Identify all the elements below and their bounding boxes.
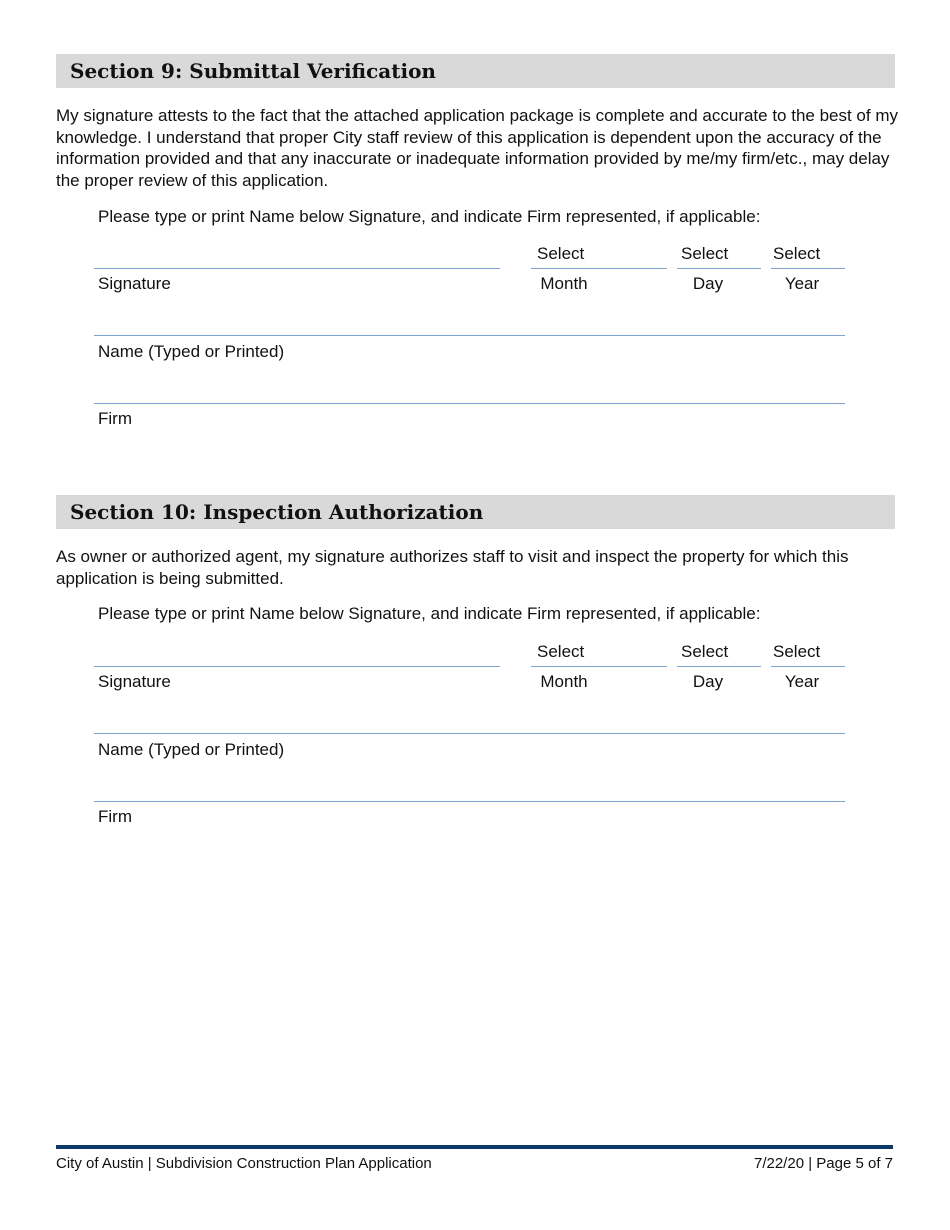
section-9-year-line	[771, 268, 845, 269]
section-9-month-line	[531, 268, 667, 269]
section-9-year-label: Year	[784, 274, 820, 293]
section-10-month-select[interactable]: Select	[537, 642, 585, 661]
section-10-body: As owner or authorized agent, my signature authorizes staff to visit and inspect the property for which this application is being submitted.	[56, 547, 849, 588]
section-10-signature-field[interactable]	[94, 666, 500, 667]
section-9-firm-label: Firm	[98, 409, 132, 428]
section-10-firm-field[interactable]	[94, 801, 845, 802]
section-10-day-select[interactable]: Select	[681, 642, 729, 661]
section-9-day-line	[677, 268, 761, 269]
section-10-year-label: Year	[784, 672, 820, 691]
section-9-day-label: Day	[692, 274, 724, 293]
section-10-signature-label: Signature	[98, 672, 171, 691]
section-9-signature-label: Signature	[98, 274, 171, 293]
section-10-month-label: Month	[540, 672, 588, 691]
section-10-day-label: Day	[692, 672, 724, 691]
section-10-firm-label: Firm	[98, 807, 132, 826]
section-9-day-select[interactable]: Select	[681, 244, 729, 263]
section-9-body: My signature attests to the fact that the attached application package is complete and accurate to the best of my knowledge. I understand that proper City staff review of this application is dependent upon the accuracy of the information provided and that any inaccurate or inadequate information provided by me/my firm/etc., may delay the proper review of this application.	[56, 106, 898, 190]
section-9-firm-field[interactable]	[94, 403, 845, 404]
section-10-month-line	[531, 666, 667, 667]
section-9-month-select[interactable]: Select	[537, 244, 585, 263]
section-9-signature-field[interactable]	[94, 268, 500, 269]
section-10-instruction: Please type or print Name below Signature, and indicate Firm represented, if applicable:	[98, 604, 761, 623]
section-9-instruction: Please type or print Name below Signature, and indicate Firm represented, if applicable:	[98, 207, 761, 226]
section-10-name-field[interactable]	[94, 733, 845, 734]
section-10-day-line	[677, 666, 761, 667]
section-10-name-label: Name (Typed or Printed)	[98, 740, 285, 759]
section-9-header: Section 9: Submittal Verification	[56, 54, 895, 88]
footer-rule	[56, 1145, 893, 1149]
footer-document-title: City of Austin | Subdivision Construction Plan Application	[56, 1155, 432, 1172]
section-9-year-select[interactable]: Select	[773, 244, 821, 263]
section-10-header: Section 10: Inspection Authorization	[56, 495, 895, 529]
section-10-year-line	[771, 666, 845, 667]
section-10-year-select[interactable]: Select	[773, 642, 821, 661]
section-9-name-field[interactable]	[94, 335, 845, 336]
footer-page-info: 7/22/20 | Page 5 of 7	[753, 1155, 893, 1172]
section-9-name-label: Name (Typed or Printed)	[98, 342, 285, 361]
section-9-month-label: Month	[540, 274, 588, 293]
